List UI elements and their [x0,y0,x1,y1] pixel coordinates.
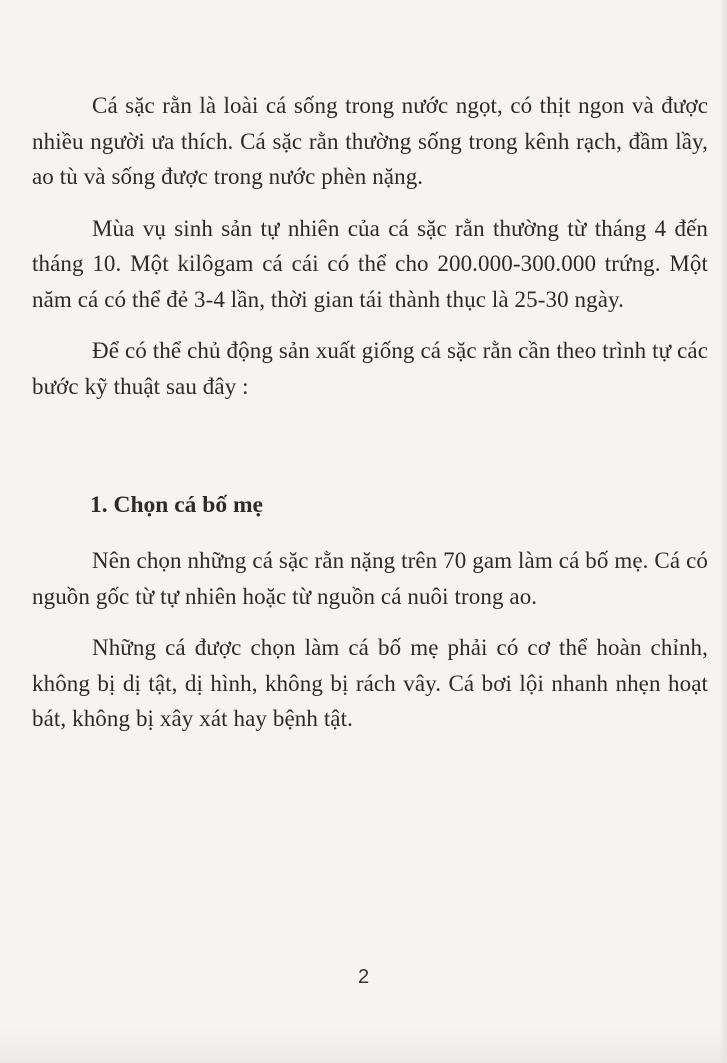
page-shadow [0,1023,727,1063]
intro-paragraph-1: Cá sặc rằn là loài cá sống trong nước ngọt, có thịt ngon và được nhiều người ưa thích. Cá sặc rằn thường sống trong kênh rạch, đầm lầy, ao tù và sống được trong nước phèn nặng. [32,93,708,189]
page-edge [721,0,727,1063]
intro-paragraph-3: Để có thể chủ động sản xuất giống cá sặc rằn cần theo trình tự các bước kỹ thuật sau đây : [32,338,708,399]
section-paragraph-1: Nên chọn những cá sặc rằn nặng trên 70 gam làm cá bố mẹ. Cá có nguồn gốc từ tự nhiên hoặc từ nguồn cá nuôi trong ao. [32,548,708,609]
page-body [32,88,708,753]
intro-paragraph-2: Mùa vụ sinh sản tự nhiên của cá sặc rằn thường từ tháng 4 đến tháng 10. Một kilôgam cá cái có thể cho 200.000-300.000 trứng. Một năm cá có thể đẻ 3-4 lần, thời gian tái thành thục là 25-30 ngày. [32,215,708,312]
section-paragraph-2: Những cá được chọn làm cá bố mẹ phải có cơ thể hoàn chỉnh, không bị dị tật, dị hình, không bị rách vây. Cá bơi lội nhanh nhẹn hoạt bát, không bị xây xát hay bệnh tật. [32,635,708,731]
page-number: 2 [357,966,370,988]
section-heading: 1. Chọn cá bố mẹ [90,492,263,518]
